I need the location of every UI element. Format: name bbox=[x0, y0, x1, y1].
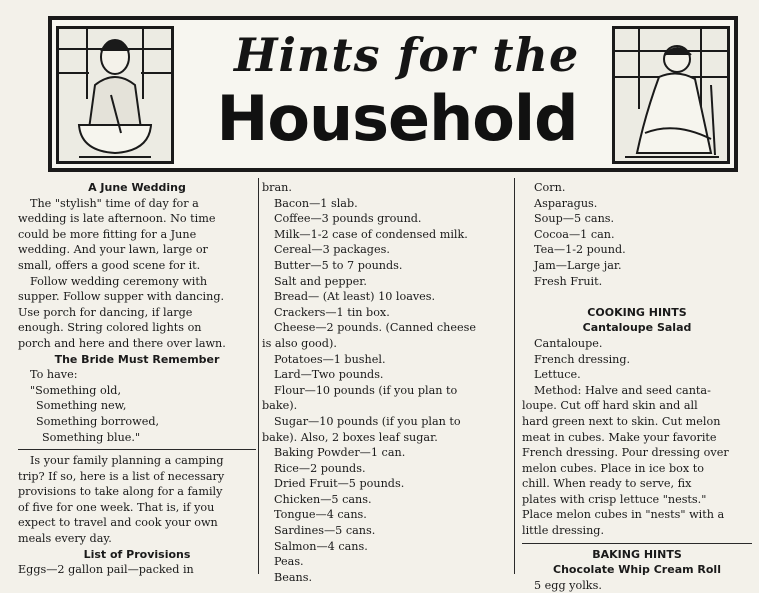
section-divider bbox=[18, 449, 256, 450]
text-line: Follow wedding ceremony with bbox=[30, 274, 208, 288]
text-line: Rice—2 pounds. bbox=[274, 461, 366, 475]
text-line: of five for one week. That is, if you bbox=[18, 500, 215, 514]
text-line: hard green next to skin. Cut melon bbox=[522, 414, 721, 428]
cook-woman-illustration bbox=[56, 26, 174, 164]
text-line: Soup—5 cans. bbox=[534, 212, 615, 226]
seated-woman-illustration bbox=[612, 26, 730, 164]
text-line: enough. String colored lights on bbox=[18, 321, 202, 335]
column-wedding-provisions bbox=[18, 180, 256, 578]
text-line: supper. Follow supper with dancing. bbox=[18, 290, 225, 304]
text-line: little dressing. bbox=[522, 524, 605, 538]
text-line: Fresh Fruit. bbox=[534, 274, 603, 288]
text-line: Cereal—3 packages. bbox=[274, 243, 390, 257]
section-divider bbox=[522, 543, 752, 544]
text-line: 5 egg yolks. bbox=[534, 578, 602, 592]
text-line: Coffee—3 pounds ground. bbox=[274, 212, 422, 226]
column-divider bbox=[514, 178, 515, 574]
text-line: Tongue—4 cans. bbox=[274, 508, 367, 522]
text-line: Cheese—2 pounds. (Canned cheese bbox=[274, 321, 476, 335]
text-line: Bread— (At least) 10 loaves. bbox=[274, 290, 436, 304]
text-line: bran. bbox=[262, 181, 292, 194]
text-line: Butter—5 to 7 pounds. bbox=[274, 258, 403, 272]
text-line: bake). bbox=[262, 399, 298, 413]
text-line: Potatoes—1 bushel. bbox=[274, 352, 386, 366]
text-line: Tea—1-2 pound. bbox=[534, 243, 626, 257]
section-heading: BAKING HINTS bbox=[592, 547, 682, 561]
section-heading: A June Wedding bbox=[88, 181, 186, 194]
section-heading: List of Provisions bbox=[83, 547, 191, 561]
text-line: small, offers a good scene for it. bbox=[18, 258, 201, 272]
text-line: French dressing. Pour dressing over bbox=[522, 446, 729, 460]
text-line: Method: Halve and seed canta- bbox=[534, 383, 711, 397]
text-line: Something new, bbox=[36, 399, 127, 413]
title-bold: Household bbox=[216, 82, 578, 155]
text-line: Eggs—2 gallon pail—packed in bbox=[18, 563, 194, 577]
text-line: porch and here and there over lawn. bbox=[18, 336, 226, 350]
text-line: Salmon—4 cans. bbox=[274, 539, 368, 553]
text-line: Cantaloupe. bbox=[534, 336, 603, 350]
text-line: French dressing. bbox=[534, 352, 631, 366]
section-heading: COOKING HINTS bbox=[587, 305, 687, 319]
text-line: Use porch for dancing, if large bbox=[18, 305, 193, 319]
text-line bbox=[522, 289, 752, 305]
text-line: trip? If so, here is a list of necessary bbox=[18, 469, 225, 483]
text-line: Something borrowed, bbox=[36, 414, 160, 428]
text-line: Sardines—5 cans. bbox=[274, 524, 376, 538]
text-line: wedding is late afternoon. No time bbox=[18, 212, 216, 226]
section-heading: Chocolate Whip Cream Roll bbox=[553, 563, 721, 577]
column-divider bbox=[258, 178, 259, 574]
text-line: Crackers—1 tin box. bbox=[274, 305, 390, 319]
text-line: meals every day. bbox=[18, 532, 112, 546]
text-line: "Something old, bbox=[30, 383, 122, 397]
masthead bbox=[48, 16, 738, 172]
text-line: provisions to take along for a family bbox=[18, 485, 223, 499]
title-script: Hints for the bbox=[234, 28, 580, 82]
text-line: Is your family planning a camping bbox=[30, 454, 224, 468]
text-line: Place melon cubes in "nests" with a bbox=[522, 508, 725, 522]
text-line: is also good). bbox=[262, 336, 337, 350]
section-heading: The Bride Must Remember bbox=[54, 352, 220, 366]
text-line: Bacon—1 slab. bbox=[274, 196, 358, 210]
text-line: Dried Fruit—5 pounds. bbox=[274, 477, 405, 491]
text-line: Sugar—10 pounds (if you plan to bbox=[274, 414, 461, 428]
text-line: could be more fitting for a June bbox=[18, 227, 197, 241]
text-line: chill. When ready to serve, fix bbox=[522, 477, 692, 491]
text-line: The "stylish" time of day for a bbox=[30, 196, 199, 210]
column-provisions-list bbox=[262, 180, 506, 585]
text-line: Corn. bbox=[534, 181, 566, 194]
text-line: wedding. And your lawn, large or bbox=[18, 243, 208, 257]
text-line: meat in cubes. Make your favorite bbox=[522, 430, 717, 444]
text-line: Milk—1-2 case of condensed milk. bbox=[274, 227, 468, 241]
text-line: plates with crisp lettuce "nests." bbox=[522, 492, 707, 506]
column-cooking-hints bbox=[522, 180, 752, 593]
text-line: loupe. Cut off hard skin and all bbox=[522, 399, 698, 413]
text-line: Lard—Two pounds. bbox=[274, 368, 384, 382]
section-heading: Cantaloupe Salad bbox=[582, 321, 692, 335]
text-line: Lettuce. bbox=[534, 368, 581, 382]
text-line: Salt and pepper. bbox=[274, 274, 367, 288]
text-line: Cocoa—1 can. bbox=[534, 227, 615, 241]
text-line: Flour—10 pounds (if you plan to bbox=[274, 383, 458, 397]
text-line: To have: bbox=[30, 368, 78, 382]
text-line: bake). Also, 2 boxes leaf sugar. bbox=[262, 430, 438, 444]
text-line: Peas. bbox=[274, 555, 304, 569]
text-line: Chicken—5 cans. bbox=[274, 492, 372, 506]
text-line: Baking Powder—1 can. bbox=[274, 446, 406, 460]
text-line: Something blue." bbox=[42, 430, 141, 444]
text-line: Beans. bbox=[274, 570, 313, 584]
text-line: expect to travel and cook your own bbox=[18, 516, 218, 530]
text-line: melon cubes. Place in ice box to bbox=[522, 461, 704, 475]
text-line: Jam—Large jar. bbox=[534, 258, 622, 272]
text-line: Asparagus. bbox=[534, 196, 598, 210]
